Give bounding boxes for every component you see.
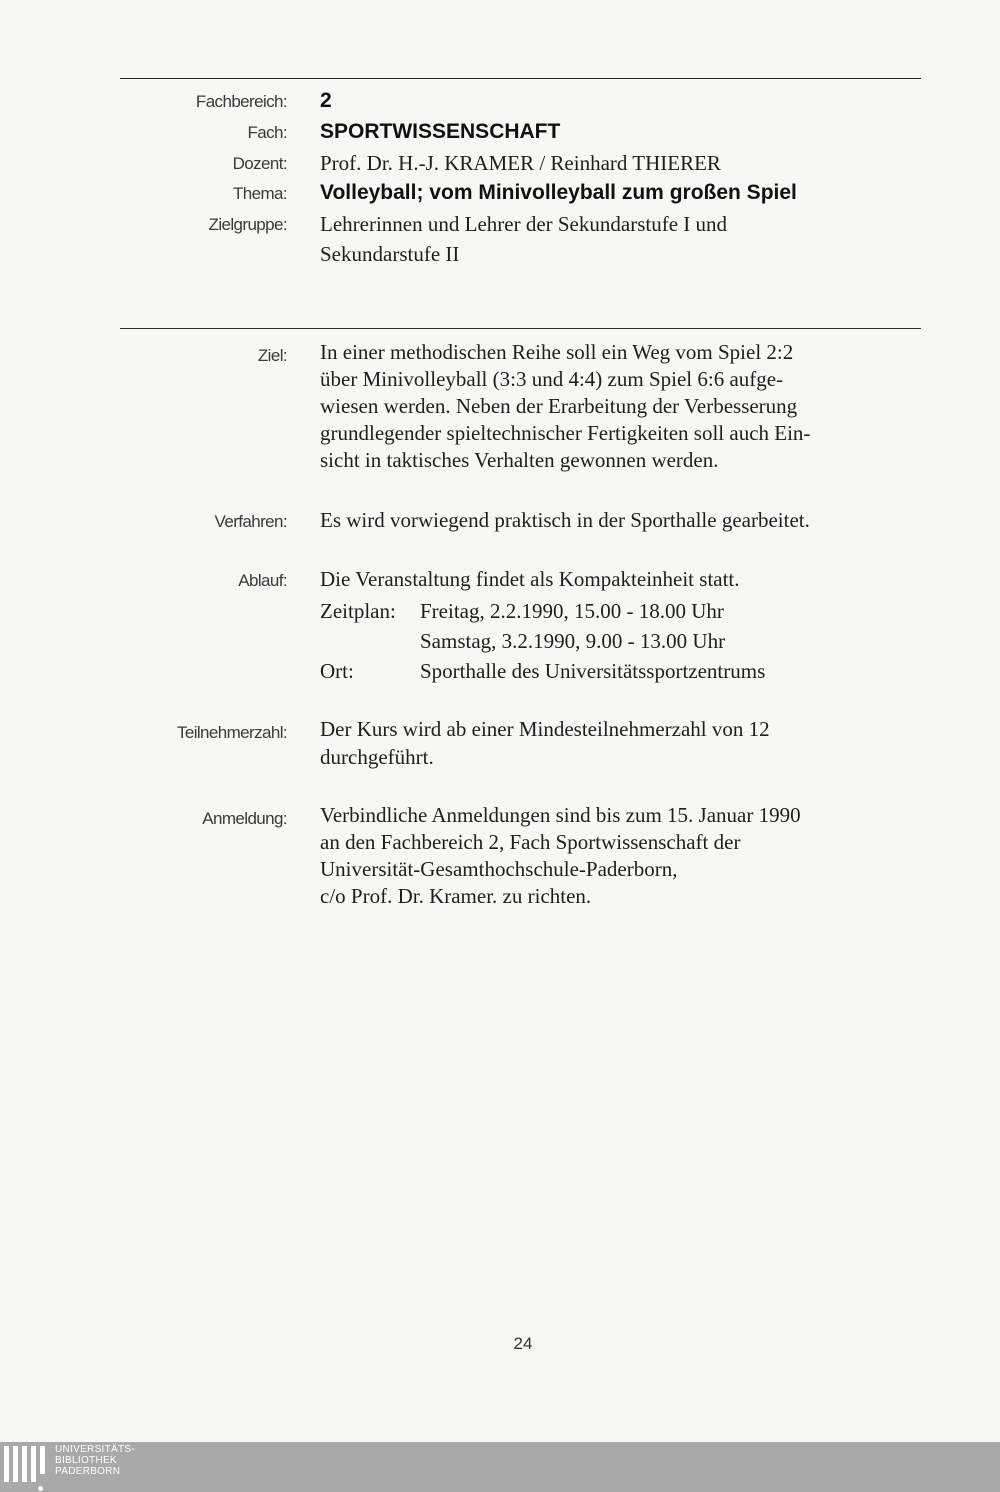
dozent-label: Dozent: (232, 154, 287, 173)
zeitplan-label: Zeitplan: (320, 599, 396, 623)
zeitplan-row-1 (320, 599, 920, 629)
zielgruppe-line-1: Lehrerinnen und Lehrer der Sekundarstufe I und (320, 212, 728, 236)
ziel-line-1: In einer methodischen Reihe soll ein Weg vom Spiel 2:2 (320, 340, 794, 364)
dozent-value: Prof. Dr. H.-J. KRAMER / Reinhard THIERER (320, 151, 721, 175)
ort-row (320, 659, 920, 689)
library-line-2: BIBLIOTHEK (55, 1455, 117, 1466)
anmeldung-line-3: Universität-Gesamthochschule-Paderborn, (320, 857, 678, 881)
thema-label: Thema: (232, 184, 287, 203)
anmeldung-label: Anmeldung: (202, 809, 287, 828)
middle-divider (120, 328, 921, 329)
ziel-line-2: über Minivolleyball (3:3 und 4:4) zum Spiel 6:6 aufge- (320, 367, 784, 391)
library-name (55, 1444, 135, 1477)
top-divider (120, 78, 921, 79)
fachbereich-value: 2 (320, 89, 332, 112)
fach-value: SPORTWISSENSCHAFT (320, 120, 561, 143)
ziel-line-3: wiesen werden. Neben der Erarbeitung der Verbesserung (320, 394, 798, 418)
ziel-line-5: sicht in taktisches Verhalten gewonnen werden. (320, 448, 719, 472)
anmeldung-line-4: c/o Prof. Dr. Kramer. zu richten. (320, 884, 592, 908)
teilnehmerzahl-line-1: Der Kurs wird ab einer Mindesteilnehmerzahl von 12 (320, 717, 770, 741)
fachbereich-label: Fachbereich: (195, 92, 287, 111)
library-footer (0, 1442, 1000, 1492)
anmeldung-line-1: Verbindliche Anmeldungen sind bis zum 15. Januar 1990 (320, 803, 801, 827)
zeitplan-line-2: Samstag, 3.2.1990, 9.00 - 13.00 Uhr (420, 629, 726, 653)
ziel-line-4: grundlegender spieltechnischer Fertigkeiten soll auch Ein- (320, 421, 811, 445)
library-line-1: UNIVERSITÄTS- (55, 1444, 136, 1455)
teilnehmerzahl-label: Teilnehmerzahl: (176, 723, 287, 742)
zeitplan-line-1: Freitag, 2.2.1990, 15.00 - 18.00 Uhr (420, 599, 724, 623)
library-line-3: PADERBORN (55, 1466, 121, 1477)
logo-dot-icon (38, 1486, 43, 1491)
anmeldung-line-2: an den Fachbereich 2, Fach Sportwissenschaft der (320, 830, 741, 854)
ort-label: Ort: (320, 659, 354, 683)
zielgruppe-label: Zielgruppe: (208, 215, 287, 234)
thema-value: Volleyball; vom Minivolleyball zum großen Spiel (320, 181, 797, 204)
ziel-label: Ziel: (257, 346, 287, 365)
verfahren-label: Verfahren: (214, 512, 287, 531)
teilnehmerzahl-line-2: durchgeführt. (320, 745, 434, 769)
ablauf-intro: Die Veranstaltung findet als Kompakteinheit statt. (320, 567, 740, 591)
zielgruppe-line-2: Sekundarstufe II (320, 242, 460, 266)
ablauf-label: Ablauf: (238, 571, 287, 590)
ort-value: Sporthalle des Universitätssportzentrums (420, 659, 766, 683)
verfahren-value: Es wird vorwiegend praktisch in der Sporthalle gearbeitet. (320, 508, 810, 532)
fach-label: Fach: (247, 123, 287, 142)
zeitplan-row-2 (320, 629, 920, 659)
page-number: 24 (513, 1334, 533, 1353)
